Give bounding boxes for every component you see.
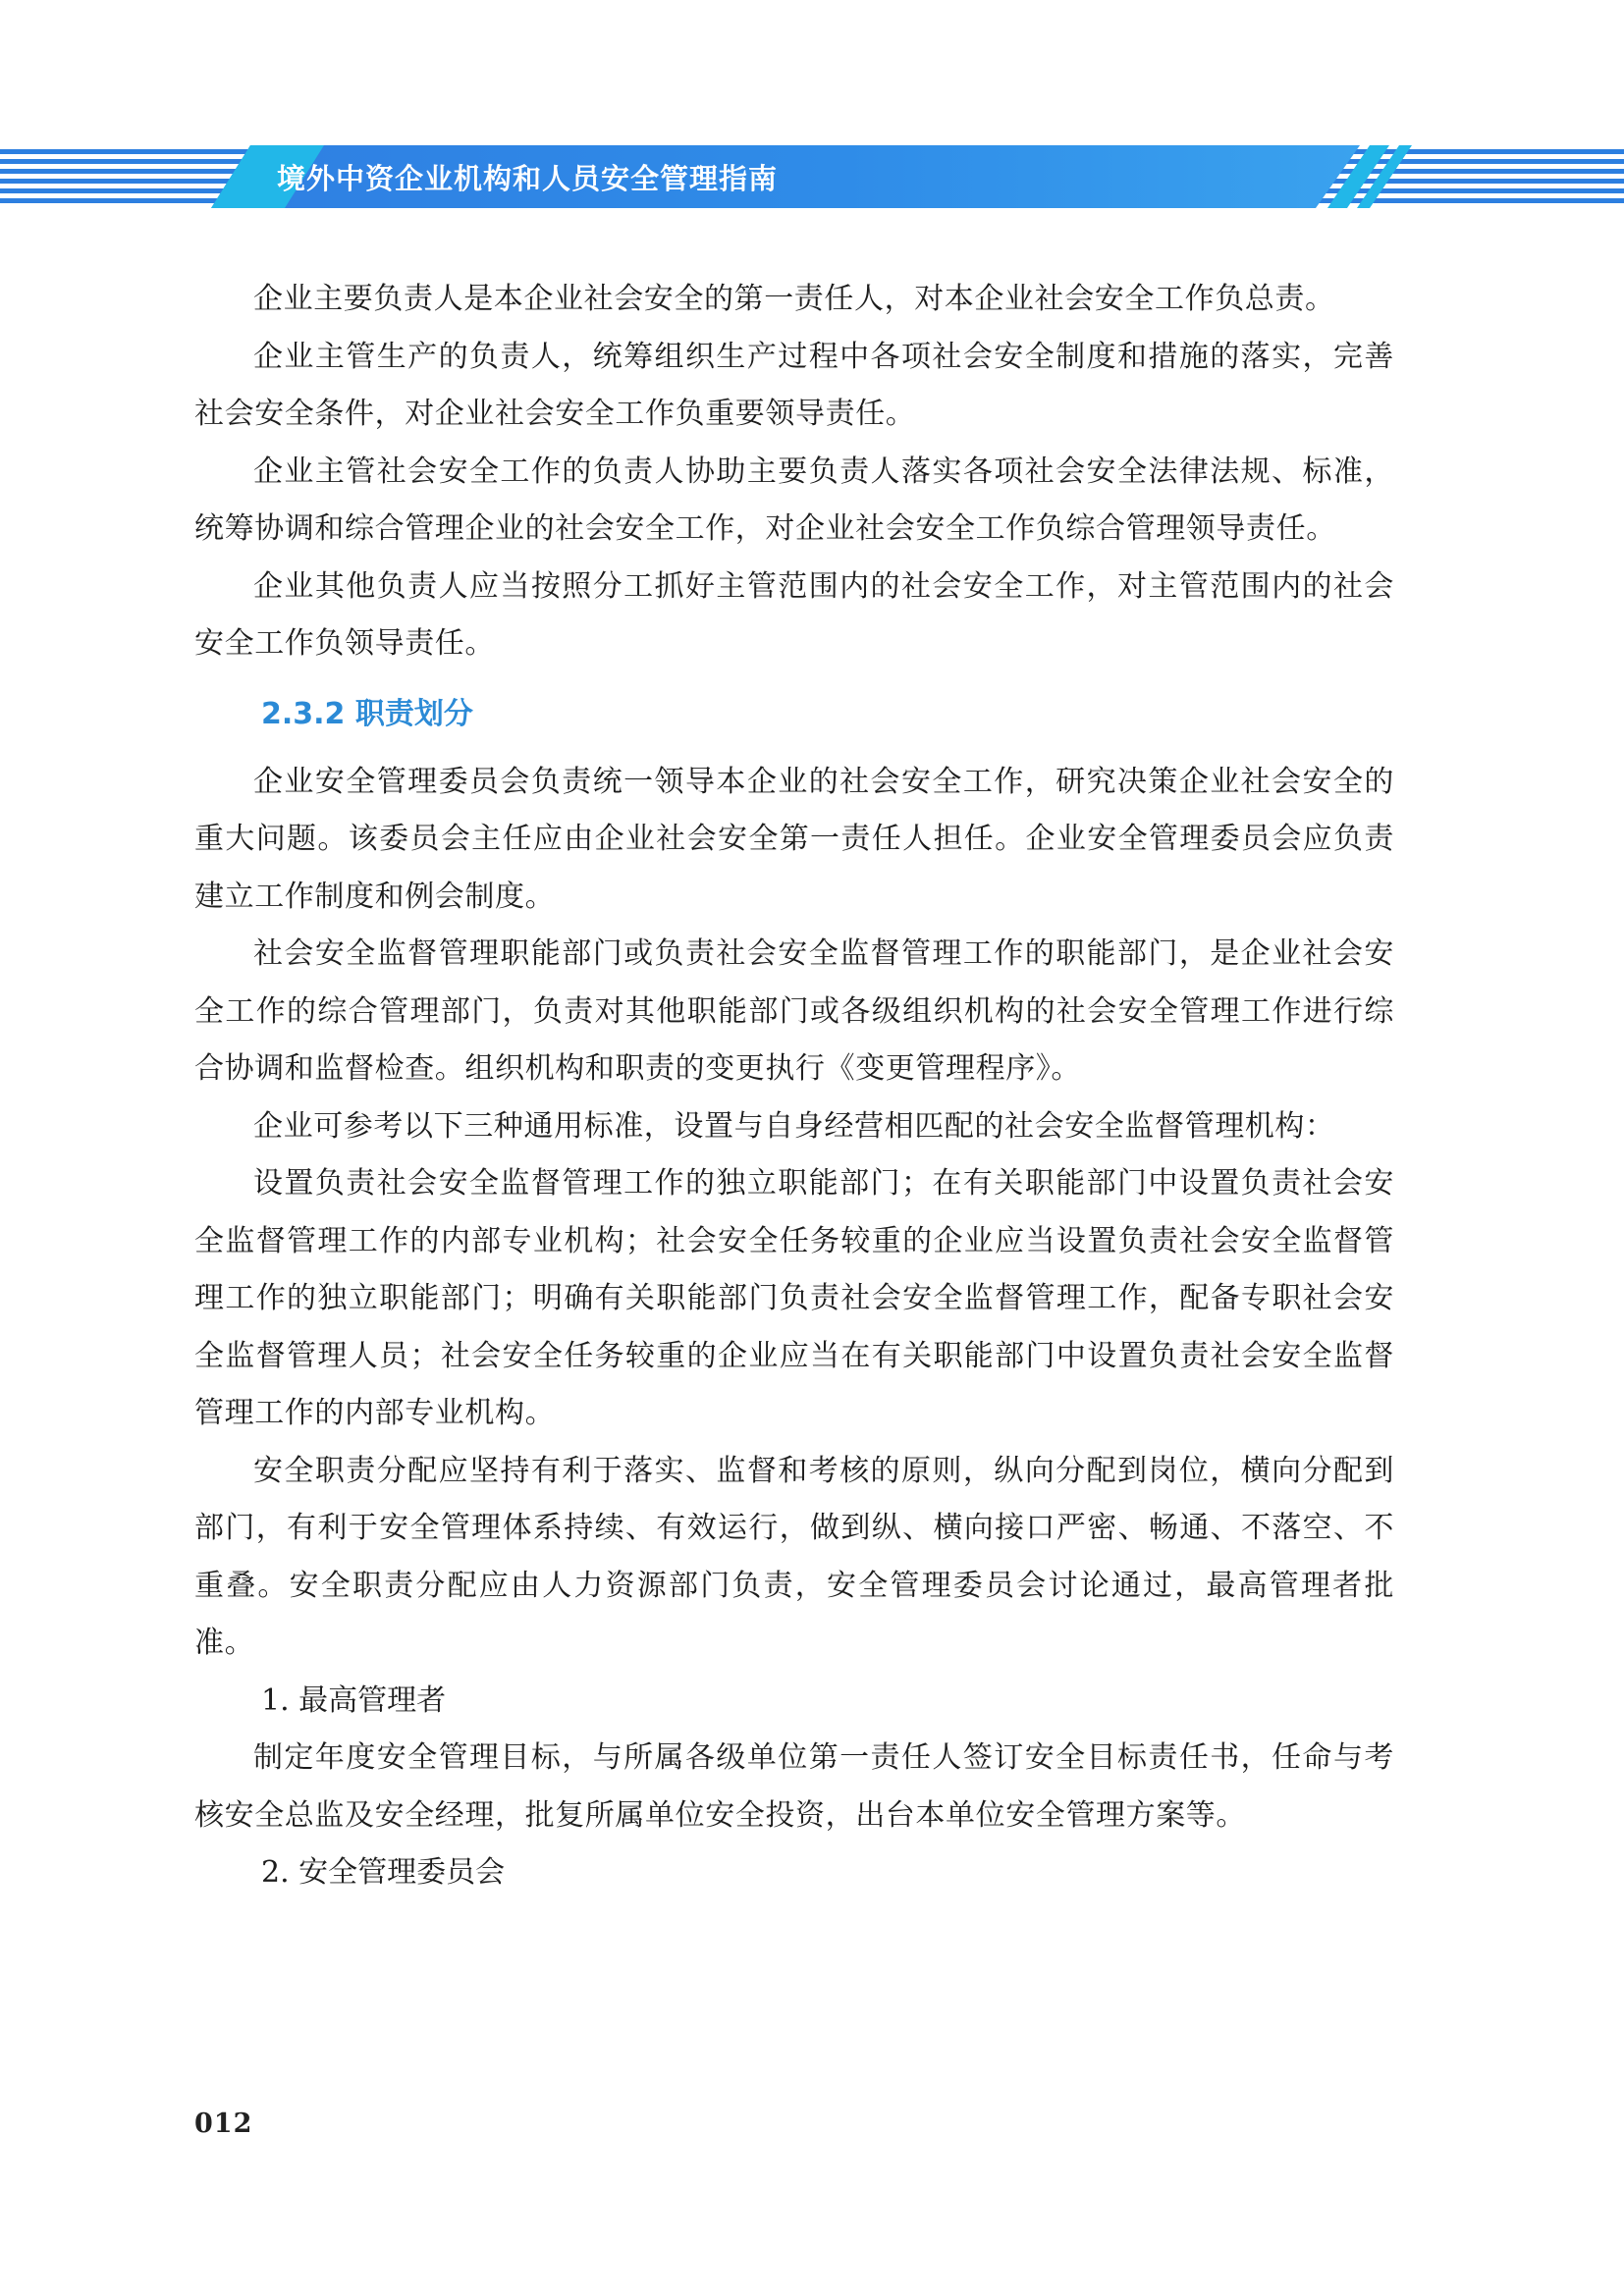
paragraph: 安全职责分配应坚持有利于落实、监督和考核的原则，纵向分配到岗位，横向分配到部门，有利于安全管理体系持续、有效运行，做到纵、横向接口严密、畅通、不落空、不重叠。安全职责分配应由人力资源部门负责，安全管理委员会讨论通过，最高管理者批准。 xyxy=(194,1453,1394,1660)
paragraph: 企业其他负责人应当按照分工抓好主管范围内的社会安全工作，对主管范围内的社会安全工作负领导责任。 xyxy=(194,568,1394,661)
header-stripes xyxy=(0,145,1624,208)
paragraph: 社会安全监督管理职能部门或负责社会安全监督管理工作的职能部门，是企业社会安全工作的综合管理部门，负责对其他职能部门或各级组织机构的社会安全管理工作进行综合协调和监督检查。组织机构和职责的变更执行《变更管理程序》。 xyxy=(194,936,1394,1086)
paragraph: 制定年度安全管理目标，与所属各级单位第一责任人签订安全目标责任书，任命与考核安全总监及安全经理，批复所属单位安全投资，出台本单位安全管理方案等。 xyxy=(194,1740,1394,1833)
paragraph: 设置负责社会安全监督管理工作的独立职能部门；在有关职能部门中设置负责社会安全监督管理工作的内部专业机构；社会安全任务较重的企业应当设置负责社会安全监督管理工作的独立职能部门；明确有关职能部门负责社会安全监督管理工作，配备专职社会安全监督管理人员；社会安全任务较重的企业应当在有关职能部门中设置负责社会安全监督管理工作的内部专业机构。 xyxy=(194,1166,1394,1430)
list-item-heading: 2. 安全管理委员会 xyxy=(261,1855,506,1890)
header-banner xyxy=(0,145,1624,208)
list-item-heading: 1. 最高管理者 xyxy=(261,1682,447,1718)
paragraph: 企业可参考以下三种通用标准，设置与自身经营相匹配的社会安全监督管理机构： xyxy=(253,1108,1335,1144)
paragraph: 企业主管生产的负责人，统筹组织生产过程中各项社会安全制度和措施的落实，完善社会安全条件，对企业社会安全工作负重要领导责任。 xyxy=(194,339,1394,431)
paragraph: 企业主要负责人是本企业社会安全的第一责任人，对本企业社会安全工作负总责。 xyxy=(253,282,1335,316)
page-number: 012 xyxy=(194,2109,253,2139)
running-header-title: 境外中资企业机构和人员安全管理指南 xyxy=(277,162,779,195)
section-heading: 2.3.2 职责划分 xyxy=(261,696,473,731)
paragraph: 企业安全管理委员会负责统一领导本企业的社会安全工作，研究决策企业社会安全的重大问题。该委员会主任应由企业社会安全第一责任人担任。企业安全管理委员会应负责建立工作制度和例会制度。 xyxy=(194,764,1394,914)
paragraph: 企业主管社会安全工作的负责人协助主要负责人落实各项社会安全法律法规、标准，统筹协调和综合管理企业的社会安全工作，对企业社会安全工作负综合管理领导责任。 xyxy=(194,454,1394,546)
page-body xyxy=(194,271,1394,1902)
